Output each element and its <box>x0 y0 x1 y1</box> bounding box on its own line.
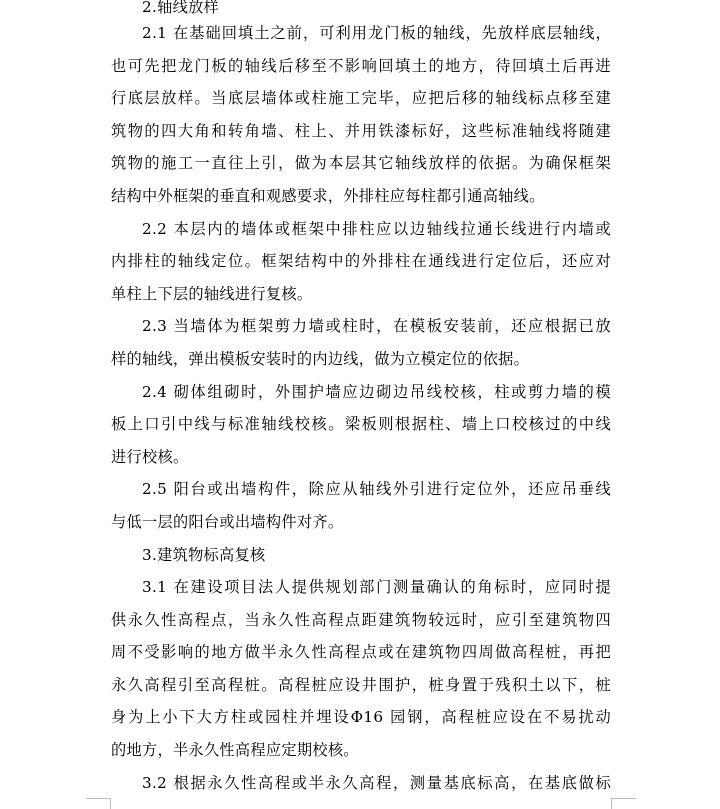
paragraph-line: 3.2 根据永久性高程或半永久高程，测量基底标高，在基底做标 <box>142 773 611 792</box>
paragraph-line: 样的轴线，弹出模板安装时的内边线，做为立模定位的依据。 <box>111 349 530 368</box>
paragraph-line: 也可先把龙门板的轴线后移至不影响回填土的地方，待回填土后再进 <box>111 56 611 75</box>
paragraph-line: 结构中外框架的垂直和观感要求，外排柱应每柱都引通高轴线。 <box>111 186 545 205</box>
paragraph-line: 周不受影响的地方做半永久性高程点或在建筑物四周做高程桩，再把 <box>111 643 611 662</box>
paragraph-line: 永久高程引至高程桩。高程桩应设井围护，桩身置于残积土以下，桩 <box>111 675 611 694</box>
paragraph-line: 2.1 在基础回填土之前，可利用龙门板的轴线，先放样底层轴线， <box>142 24 611 42</box>
paragraph-line: 2.5 阳台或出墙构件，除应从轴线外引进行定位外，还应吊垂线 <box>142 480 611 499</box>
page-corner-mark-left-vertical <box>110 799 111 809</box>
paragraph-line: 2.3 当墙体为框架剪力墙或柱时，在模板安装前，还应根据已放 <box>142 317 611 336</box>
paragraph-line: 的地方，半永久性高程应定期校核。 <box>111 741 359 760</box>
paragraph-line: 内排柱的轴线定位。框架结构中的外排柱在通线进行定位后，还应对 <box>111 252 611 271</box>
paragraph-line: 2.2 本层内的墙体或框架中排柱应以边轴线拉通长线进行内墙或 <box>142 219 611 238</box>
paragraph-line: 供永久性高程点，当永久性高程点距建筑物较远时，应引至建筑物四 <box>111 610 611 629</box>
paragraph-line: 板上口引中线与标准轴线校核。梁板则根据柱、墙上口校核过的中线 <box>111 415 611 434</box>
section-heading-axis-setout: 2.轴线放样 <box>142 0 220 16</box>
paragraph-line: 筑物的施工一直往上引，做为本层其它轴线放样的依据。为确保框架 <box>111 154 611 173</box>
paragraph-line: 3.1 在建设项目法人提供规划部门测量确认的角标时，应同时提 <box>142 578 611 597</box>
section-heading-elevation-check: 3.建筑物标高复核 <box>142 545 266 564</box>
paragraph-line: 单柱上下层的轴线进行复核。 <box>111 284 313 303</box>
paragraph-line: 进行校核。 <box>111 447 189 466</box>
paragraph-line: 与低一层的阳台或出墙构件对齐。 <box>111 512 344 531</box>
page-corner-mark-left <box>86 798 111 809</box>
paragraph-line: 身为上小下大方柱或园柱并埋设Φ16 园钢，高程桩应设在不易扰动 <box>111 708 611 727</box>
document-body <box>111 0 611 799</box>
page-corner-mark-right-vertical <box>611 799 612 809</box>
paragraph-line: 行底层放样。当底层墙体或柱施工完毕，应把后移的轴线标点移至建 <box>111 89 611 108</box>
page-corner-mark-right <box>611 798 636 809</box>
paragraph-line: 筑物的四大角和转角墙、柱上、并用铁漆标好，这些标准轴线将随建 <box>111 121 611 140</box>
paragraph-line: 2.4 砌体组砌时，外围护墙应边砌边吊线校核，柱或剪力墙的模 <box>142 382 611 401</box>
